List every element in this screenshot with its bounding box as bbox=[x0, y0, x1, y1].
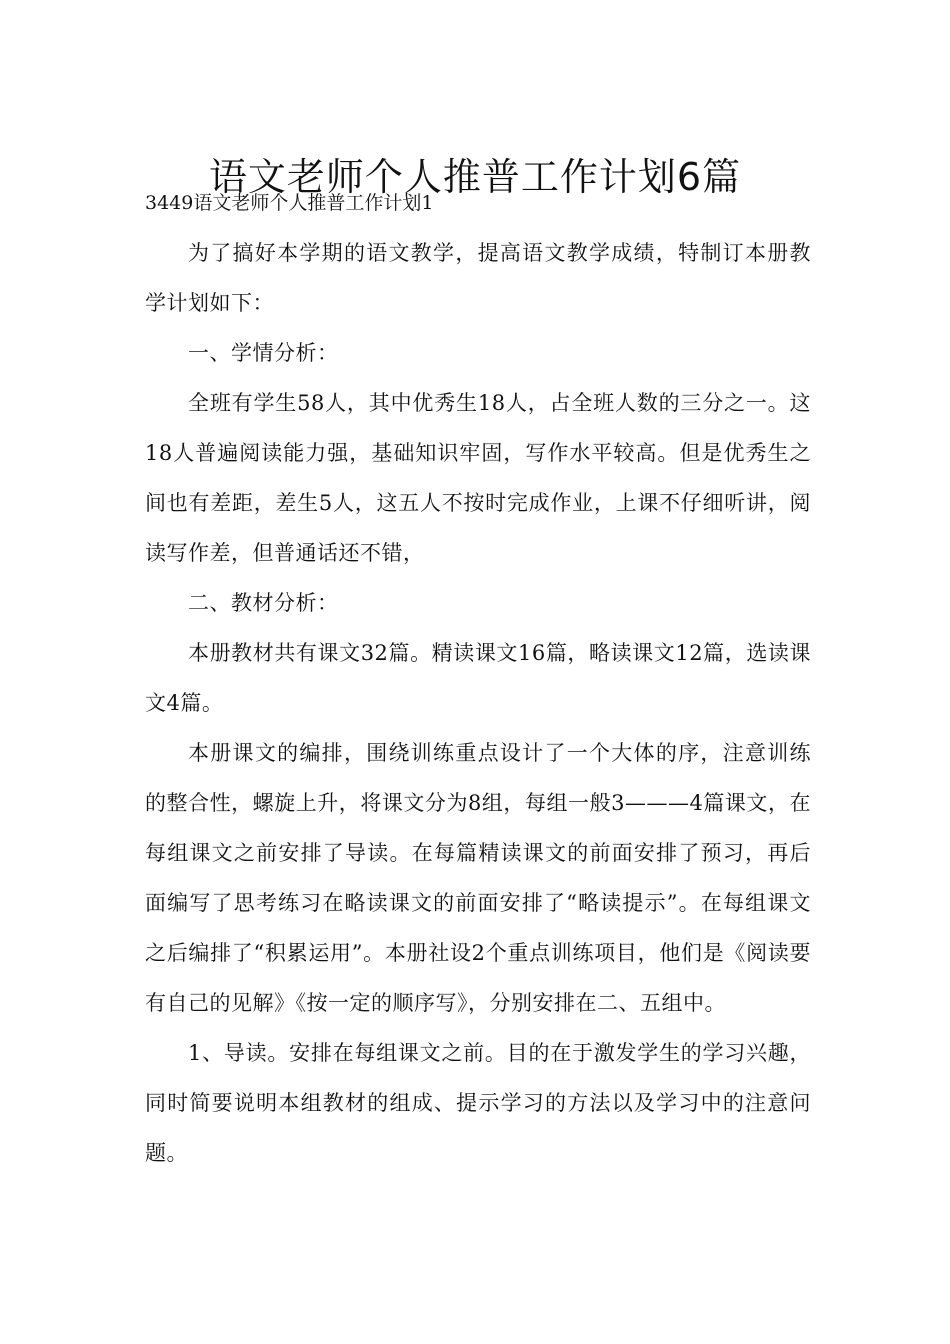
paragraph-textbook-arrangement: 本册课文的编排，围绕训练重点设计了一个大体的序，注意训练的整合性，螺旋上升，将课文分为8组，每组一般3———4篇课文，在每组课文之前安排了导读。在每篇精读课文的前面安排了预习，再后面编写了思考练习在略读课文的前面安排了“略读提示”。在每组课文之后编排了“积累运用”。本册社设2个重点训练项目，他们是《阅读要有自己的见解》《按一定的顺序写》，分别安排在二、五组中。 bbox=[145, 741, 811, 1015]
paragraph-intro: 为了搞好本学期的语文教学，提高语文教学成绩，特制订本册教学计划如下： bbox=[145, 241, 811, 315]
paragraph-guide-reading: 1、导读。安排在每组课文之前。目的在于激发学生的学习兴趣，同时简要说明本组教材的组成、提示学习的方法以及学习中的注意问题。 bbox=[145, 1041, 811, 1165]
paragraph-textbook-count: 本册教材共有课文32篇。精读课文16篇，略读课文12篇，选读课文4篇。 bbox=[145, 641, 811, 715]
section-heading-textbook-analysis: 二、教材分析： bbox=[188, 591, 339, 615]
paragraph-student-analysis: 全班有学生58人，其中优秀生18人，占全班人数的三分之一。这18人普遍阅读能力强，基础知识牢固，写作水平较高。但是优秀生之间也有差距，差生5人，这五人不按时完成作业，上课不仔细听讲，阅读写作差，但普通话还不错， bbox=[145, 391, 811, 565]
section-heading-student-analysis: 一、学情分析： bbox=[188, 341, 339, 365]
document-body bbox=[145, 228, 811, 1178]
document-title: 语文老师个人推普工作计划6篇 bbox=[208, 155, 742, 200]
document-subtitle: 3449语文老师个人推普工作计划1 bbox=[145, 192, 434, 214]
